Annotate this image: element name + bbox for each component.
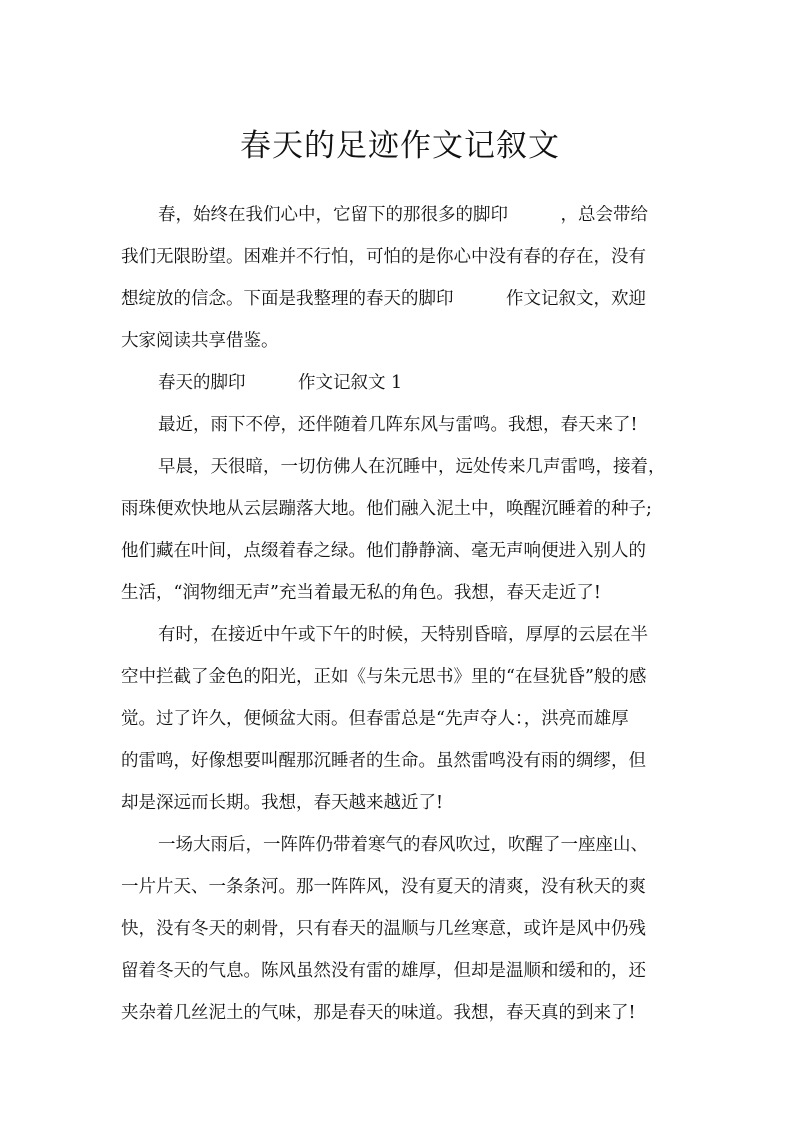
text-line: 雨珠便欢快地从云层蹦落大地。他们融入泥土中，唤醒沉睡着的种子; [121, 499, 652, 519]
document-title: 春天的足迹作文记叙文 [240, 128, 560, 164]
text-line: 觉。过了许久，便倾盆大雨。但春雷总是“先声夺人：，洪亮而雄厚 [121, 709, 629, 729]
text-line: 春，始终在我们心中，它留下的那很多的脚印 ，总会带给 [158, 205, 648, 225]
text-line: 夹杂着几丝泥土的气味，那是春天的味道。我想，春天真的到来了! [121, 1003, 636, 1023]
text-line: 我们无限盼望。困难并不行怕，可怕的是你心中没有春的存在，没有 [121, 247, 646, 267]
text-line: 想绽放的信念。下面是我整理的春天的脚印 作文记叙文，欢迎 [121, 289, 646, 309]
text-line: 大家阅读共享借鉴。 [121, 331, 279, 351]
text-line: 最近，雨下不停，还伴随着几阵东风与雷鸣。我想，春天来了! [158, 415, 638, 435]
text-line: 有时，在接近中午或下午的时候，天特别昏暗，厚厚的云层在半 [158, 625, 648, 645]
text-line: 留着冬天的气息。陈风虽然没有雷的雄厚，但却是温顺和缓和的，还 [121, 961, 646, 981]
text-line: 一场大雨后，一阵阵仍带着寒气的春风吹过，吹醒了一座座山、 [158, 835, 648, 855]
text-line: 他们藏在叶间，点缀着春之绿。他们静静滴、毫无声响便进入别人的 [121, 541, 646, 561]
text-line: 生活，“润物细无声”充当着最无私的角色。我想，春天走近了! [121, 583, 601, 603]
text-line: 一片片天、一条条河。那一阵阵风，没有夏天的清爽，没有秋天的爽 [121, 877, 646, 897]
text-line: 空中拦截了金色的阳光，正如《与朱元思书》里的“在昼犹昏”般的感 [121, 667, 647, 687]
text-line: 早晨，天很暗，一切仿佛人在沉睡中，远处传来几声雷鸣，接着， [158, 457, 666, 477]
text-line: 的雷鸣，好像想要叫醒那沉睡者的生命。虽然雷鸣没有雨的绸缪，但 [121, 751, 646, 771]
text-line: 却是深远而长期。我想，春天越来越近了! [121, 793, 444, 813]
text-line: 春天的脚印 作文记叙文 1 [158, 373, 403, 393]
document-body [121, 194, 683, 1034]
body-lines [121, 194, 683, 1034]
text-line: 快，没有冬天的刺骨，只有春天的温顺与几丝寒意，或许是风中仍残 [121, 919, 646, 939]
